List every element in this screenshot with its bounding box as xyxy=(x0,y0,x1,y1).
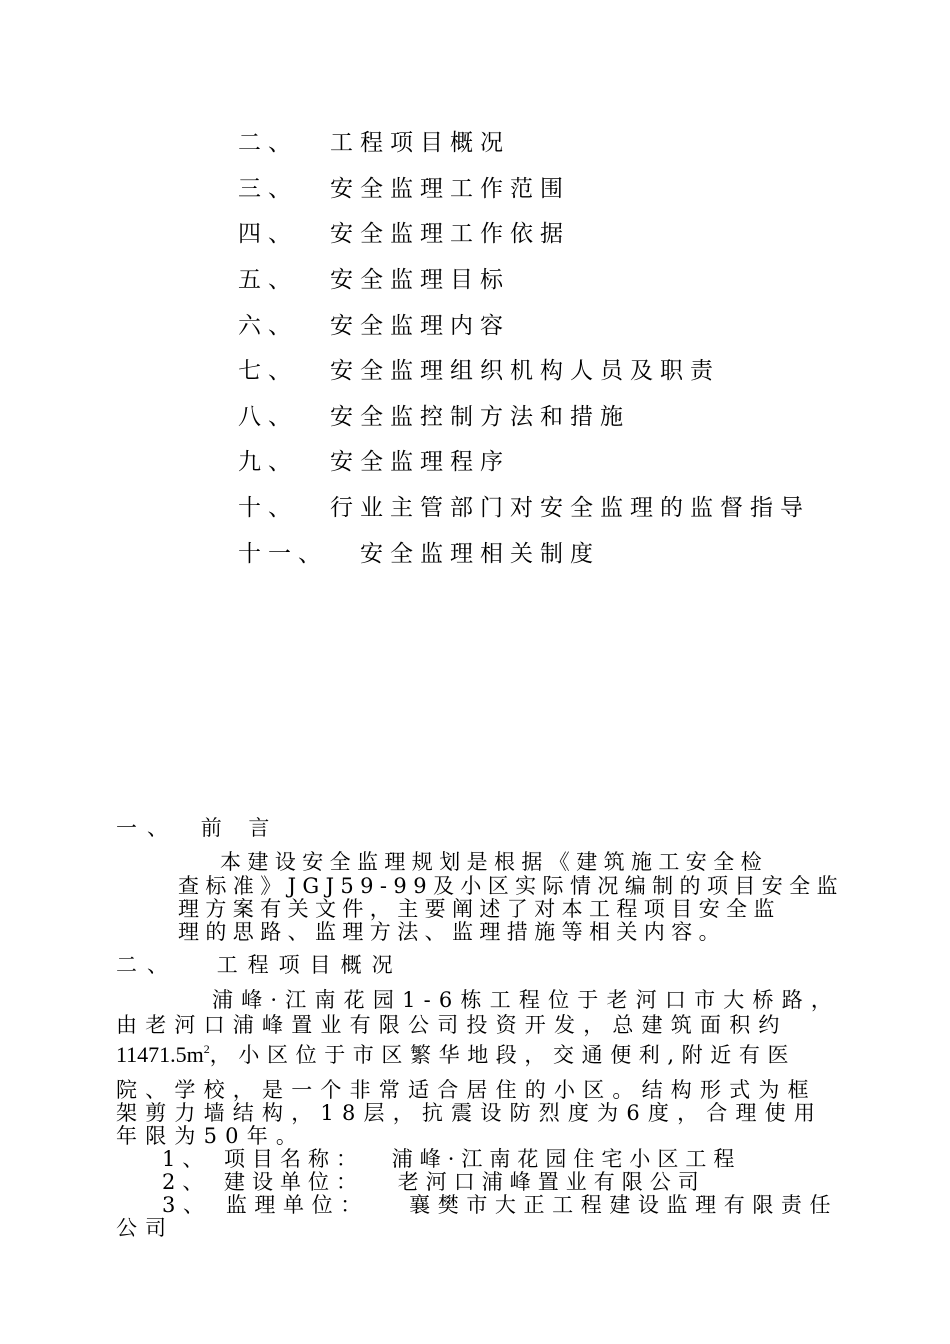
toc-item-title: 安全监理内容 xyxy=(330,313,510,339)
info-value: 浦峰·江南花园住宅小区工程 xyxy=(391,1147,742,1171)
section-heading xyxy=(116,816,279,840)
section-heading xyxy=(116,953,403,977)
paragraph-line: 本建设安全监理规划是根据《建筑施工安全检 xyxy=(220,850,768,874)
toc-item-title: 安全监理工作依据 xyxy=(330,221,570,247)
paragraph-line: 浦峰·江南花园1-6栋工程位于老河口市大桥路， xyxy=(212,988,841,1012)
toc-item-title: 安全监理工作范围 xyxy=(330,176,570,202)
section-heading-number: 一、 xyxy=(116,816,178,840)
toc-item-title: 安全监理组织机构人员及职责 xyxy=(330,358,720,384)
toc-item-title: 安全监理相关制度 xyxy=(360,541,600,567)
area-value: $11471.5m^2$ xyxy=(116,1042,210,1067)
toc-item xyxy=(238,265,510,295)
section-heading-title: 前 言 xyxy=(200,816,280,840)
info-value: 襄樊市大正工程建设监理有限责任 xyxy=(409,1193,839,1217)
paragraph-text: ，小区位于市区繁华地段，交通便利,附近有医 xyxy=(209,1043,797,1067)
toc-item-number: 二、 xyxy=(238,130,298,156)
toc-item-number: 七、 xyxy=(238,358,298,384)
info-label: 2、 建设单位： xyxy=(162,1170,365,1194)
info-value: 老河口浦峰置业有限公司 xyxy=(397,1170,706,1194)
toc-item xyxy=(238,219,570,249)
paragraph-line: 理的思路、监理方法、监理措施等相关内容。 xyxy=(178,920,726,944)
toc-item-number: 十一、 xyxy=(238,541,328,567)
paragraph-line: 理方案有关文件，主要阐述了对本工程项目安全监 xyxy=(178,897,781,921)
toc-item-title: 安全监理目标 xyxy=(330,267,510,293)
paragraph-line: 年限为50年。 xyxy=(116,1124,306,1148)
toc-item xyxy=(238,128,510,158)
toc-item xyxy=(238,447,510,477)
toc-item-title: 安全监控制方法和措施 xyxy=(330,404,630,430)
info-item-project-name xyxy=(162,1147,741,1171)
toc-item-number: 八、 xyxy=(238,404,298,430)
toc-item xyxy=(238,493,810,523)
paragraph-line: 由老河口浦峰置业有限公司投资开发，总建筑面积约 xyxy=(116,1013,788,1037)
section-heading-number: 二、 xyxy=(116,953,178,977)
info-label: 1、 项目名称： xyxy=(162,1147,365,1171)
toc-item-title: 工程项目概况 xyxy=(330,130,510,156)
toc-item-number: 四、 xyxy=(238,221,298,247)
paragraph-line: 架剪力墙结构，18层，抗震设防烈度为6度，合理使用 xyxy=(116,1101,824,1125)
toc-item-title: 行业主管部门对安全监理的监督指导 xyxy=(330,495,810,521)
toc-item-number: 六、 xyxy=(238,313,298,339)
paragraph-line: 查标准》JGJ59-99及小区实际情况编制的项目安全监 xyxy=(178,874,844,898)
toc-item-number: 五、 xyxy=(238,267,298,293)
info-item-supervisor xyxy=(162,1193,838,1217)
paragraph-line: 公司 xyxy=(116,1216,174,1240)
toc-item xyxy=(238,356,720,386)
toc-item xyxy=(238,311,510,341)
toc-item xyxy=(238,174,570,204)
toc-item-number: 九、 xyxy=(238,449,298,475)
toc-item xyxy=(238,539,600,569)
toc-item xyxy=(238,402,630,432)
paragraph-line: 院、学校，是一个非常适合居住的小区。结构形式为框 xyxy=(116,1078,817,1102)
toc-item-number: 三、 xyxy=(238,176,298,202)
info-item-developer xyxy=(162,1170,706,1194)
info-label: 3、 监理单位： xyxy=(162,1193,369,1217)
toc-item-title: 安全监理程序 xyxy=(330,449,510,475)
section-heading-title: 工程项目概况 xyxy=(216,953,403,977)
toc-item-number: 十、 xyxy=(238,495,298,521)
paragraph-line xyxy=(116,1043,856,1067)
